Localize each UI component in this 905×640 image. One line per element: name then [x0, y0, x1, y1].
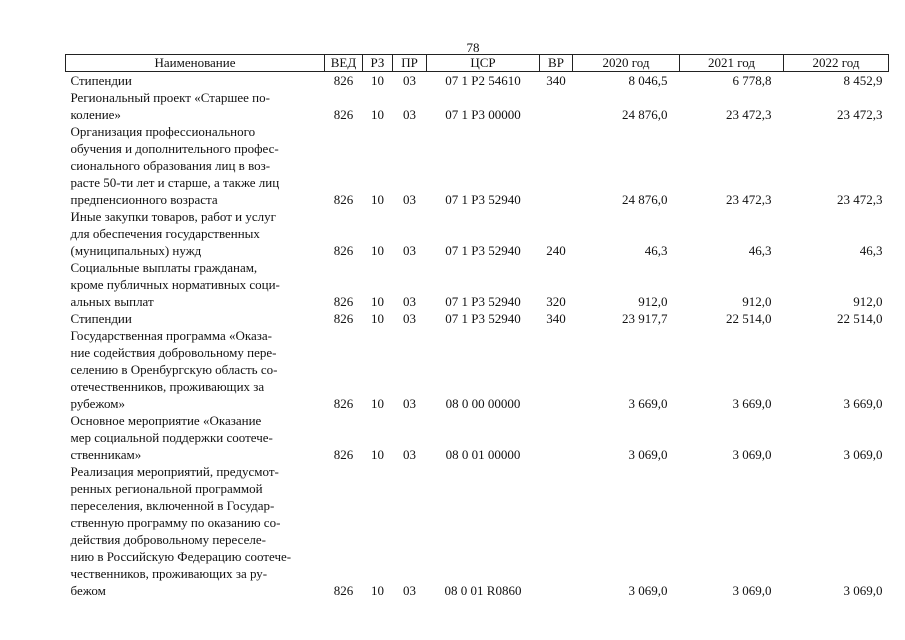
row-2020-cell: 3 069,0 [628, 583, 668, 598]
row-2022-cell: 22 514,0 [837, 311, 883, 326]
table-body [66, 72, 889, 600]
column-header-pr: ПР [393, 55, 427, 72]
row-csr-cell: 07 1 P3 52940 [445, 192, 521, 207]
row-2021-cell: 23 472,3 [726, 107, 772, 122]
row-2021-cell: 46,3 [748, 243, 772, 258]
column-header-ved: ВЕД [325, 55, 363, 72]
row-2022-cell: 3 069,0 [843, 447, 883, 462]
row-rz-cell: 10 [371, 311, 384, 326]
row-2021-cell: 22 514,0 [726, 311, 772, 326]
row-name-cell: Основное мероприятие «Оказание мер социальной поддержки соотече- ственникам» [70, 413, 273, 462]
row-pr-cell: 03 [403, 107, 416, 122]
row-ved-cell: 826 [333, 243, 354, 258]
row-2020-cell: 912,0 [638, 294, 668, 309]
row-pr-cell: 03 [403, 192, 416, 207]
row-name-cell: Стипендии [70, 311, 132, 326]
row-name-cell: Организация профессионального обучения и дополнительного профес- сионального образования лиц в воз- расте 50-ти лет и старше, а также лиц предпенсионного возраста [70, 124, 280, 207]
row-pr-cell: 03 [403, 73, 416, 88]
row-csr-cell: 07 1 P3 52940 [445, 243, 521, 258]
row-ved-cell: 826 [333, 73, 354, 88]
column-header-2021: 2021 год [680, 55, 784, 72]
row-2020-cell: 46,3 [644, 243, 668, 258]
row-ved-cell: 826 [333, 192, 354, 207]
row-ved-cell: 826 [333, 294, 354, 309]
table-row [66, 412, 889, 463]
row-2020-cell: 23 917,7 [622, 311, 668, 326]
row-2022-cell: 23 472,3 [837, 107, 883, 122]
row-vr-cell: 320 [546, 294, 566, 309]
row-rz-cell: 10 [371, 243, 384, 258]
row-csr-cell: 07 1 P3 00000 [445, 107, 521, 122]
row-name-cell: Стипендии [70, 73, 132, 88]
column-header-vr: ВР [540, 55, 573, 72]
row-rz-cell: 10 [371, 73, 384, 88]
row-vr-cell [540, 327, 573, 412]
column-header-csr: ЦСР [427, 55, 540, 72]
table-row [66, 208, 889, 259]
row-ved-cell: 826 [333, 311, 354, 326]
row-2021-cell: 3 069,0 [732, 447, 772, 462]
row-2022-cell: 23 472,3 [837, 192, 883, 207]
row-name-cell: Региональный проект «Старшее по- коление» [70, 90, 270, 122]
row-2022-cell: 46,3 [859, 243, 883, 258]
row-2020-cell: 24 876,0 [622, 107, 668, 122]
table-row [66, 259, 889, 310]
row-vr-cell: 340 [546, 311, 566, 326]
row-2020-cell: 8 046,5 [628, 73, 668, 88]
page-number: 78 [466, 40, 480, 55]
row-rz-cell: 10 [371, 447, 384, 462]
row-2021-cell: 912,0 [742, 294, 772, 309]
row-rz-cell: 10 [371, 192, 384, 207]
row-ved-cell: 826 [333, 396, 354, 411]
row-vr-cell [540, 412, 573, 463]
row-rz-cell: 10 [371, 107, 384, 122]
row-2020-cell: 3 069,0 [628, 447, 668, 462]
row-2022-cell: 3 069,0 [843, 583, 883, 598]
row-vr-cell [540, 463, 573, 599]
row-csr-cell: 07 1 P3 52940 [445, 311, 521, 326]
row-name-cell: Социальные выплаты гражданам, кроме публичных нормативных соци- альных выплат [70, 260, 280, 309]
column-header-name: Наименование [66, 55, 325, 72]
table-row [66, 310, 889, 327]
column-header-2022: 2022 год [784, 55, 889, 72]
table-row [66, 89, 889, 123]
row-csr-cell: 08 0 00 00000 [445, 396, 521, 411]
row-pr-cell: 03 [403, 583, 416, 598]
row-pr-cell: 03 [403, 294, 416, 309]
row-name-cell: Государственная программа «Оказа- ние содействия добровольному пере- селению в Оренбургскую область со- отечественников, проживающих за рубежом» [70, 328, 278, 411]
table-row [66, 123, 889, 208]
row-rz-cell: 10 [371, 583, 384, 598]
row-2021-cell: 3 069,0 [732, 583, 772, 598]
budget-table [65, 54, 889, 599]
row-2022-cell: 8 452,9 [843, 73, 883, 88]
row-csr-cell: 07 1 P3 52940 [445, 294, 521, 309]
row-vr-cell: 340 [546, 73, 566, 88]
row-rz-cell: 10 [371, 294, 384, 309]
row-csr-cell: 08 0 01 R0860 [444, 583, 522, 598]
row-vr-cell [540, 123, 573, 208]
row-ved-cell: 826 [333, 447, 354, 462]
row-2021-cell: 23 472,3 [726, 192, 772, 207]
row-pr-cell: 03 [403, 396, 416, 411]
table-header-row [66, 55, 889, 72]
row-2022-cell: 912,0 [853, 294, 883, 309]
column-header-rz: РЗ [363, 55, 393, 72]
row-pr-cell: 03 [403, 243, 416, 258]
row-2020-cell: 3 669,0 [628, 396, 668, 411]
row-pr-cell: 03 [403, 311, 416, 326]
row-ved-cell: 826 [333, 107, 354, 122]
table-row [66, 72, 889, 90]
row-vr-cell: 240 [546, 243, 566, 258]
row-2021-cell: 3 669,0 [732, 396, 772, 411]
row-2020-cell: 24 876,0 [622, 192, 668, 207]
column-header-2020: 2020 год [573, 55, 680, 72]
table-row [66, 463, 889, 599]
row-2021-cell: 6 778,8 [732, 73, 772, 88]
table-row [66, 327, 889, 412]
row-csr-cell: 08 0 01 00000 [445, 447, 521, 462]
row-2022-cell: 3 669,0 [843, 396, 883, 411]
row-ved-cell: 826 [333, 583, 354, 598]
row-name-cell: Иные закупки товаров, работ и услуг для обеспечения государственных (муниципальных) нужд [70, 209, 276, 258]
row-csr-cell: 07 1 P2 54610 [445, 73, 521, 88]
row-pr-cell: 03 [403, 447, 416, 462]
row-name-cell: Реализация мероприятий, предусмот- ренных региональной программой переселения, включенной в Государ- ственную программу по оказанию со- действия добровольному переселе- нию в Российскую Федерацию соотече- чественников, проживающих за ру- бежом [70, 464, 292, 598]
row-rz-cell: 10 [371, 396, 384, 411]
row-vr-cell [540, 89, 573, 123]
